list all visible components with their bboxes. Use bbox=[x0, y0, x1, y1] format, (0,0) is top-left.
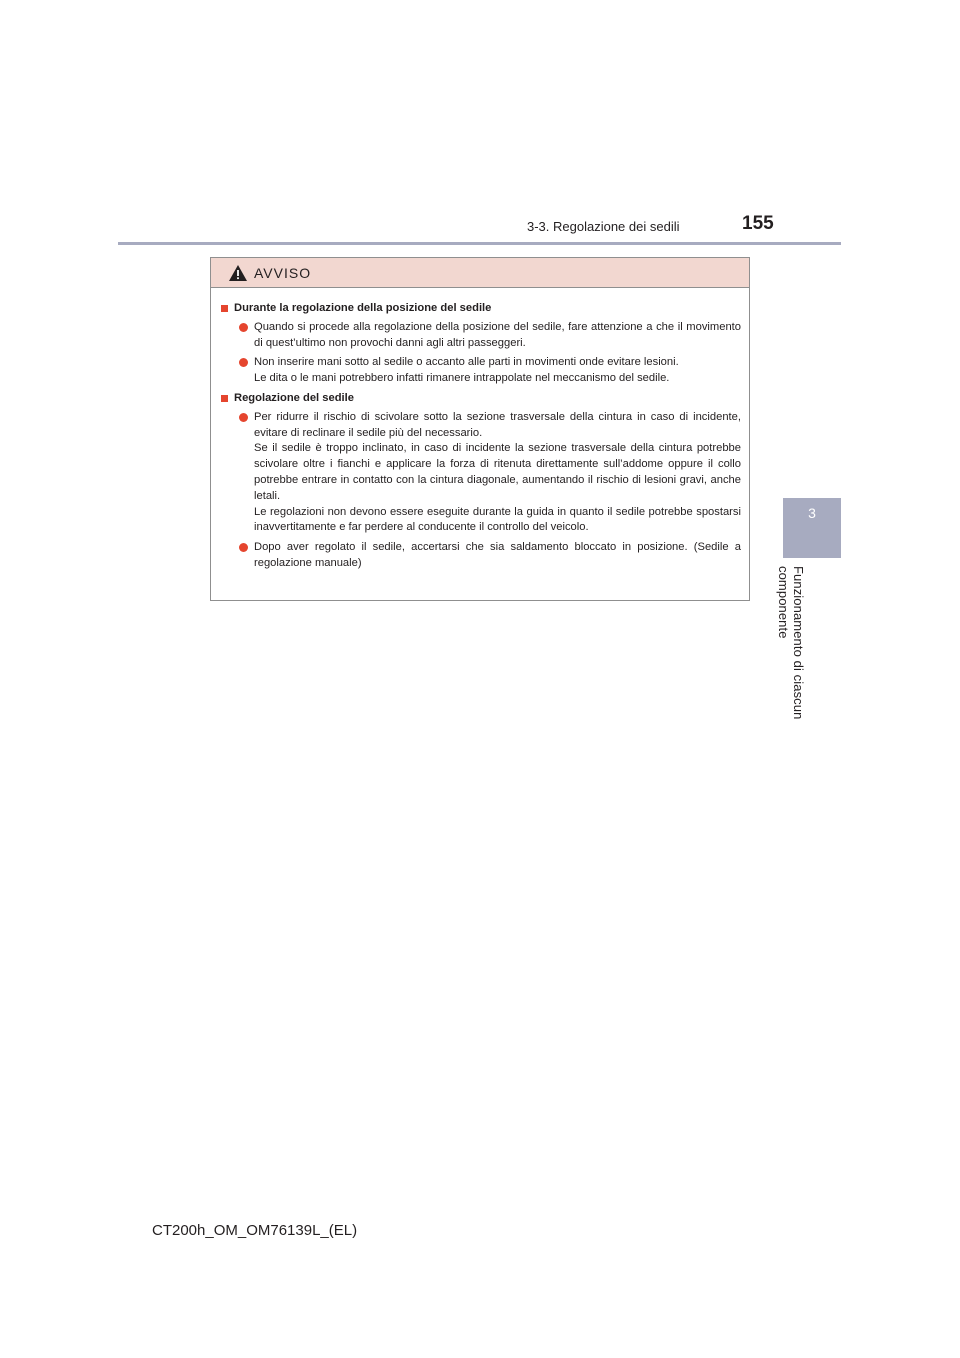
bullet-item: Quando si procede alla regolazione della posizione del sedile, fare attenzione a che il movimento di quest’ultimo non provochi danni agli altri passeggeri. bbox=[239, 320, 741, 352]
chapter-title: Funzionamento di ciascun componente bbox=[776, 566, 806, 720]
bullet-item: Per ridurre il rischio di scivolare sotto la sezione trasversale della cintura in caso di incidente, evitare di reclinare il sedile più del necessario. Se il sedile è troppo inclinato, in caso di incidente la sezione trasversale della cintura potrebbe scivolare oltre i fianchi e applicare la forza di ritenuta direttamente sull’addome oppure il collo potrebbe entrare in contatto con la cintura diagonale, aumentando il rischio di lesioni gravi, anche letali. Le regolazioni non devono essere eseguite durante la guida in quanto il sedile potrebbe spostarsi inavvertitamente e far perdere al conducente il controllo del veicolo. bbox=[239, 410, 741, 536]
square-bullet-icon bbox=[221, 305, 228, 312]
square-bullet-icon bbox=[221, 395, 228, 402]
round-bullet-icon bbox=[239, 413, 248, 422]
chapter-number: 3 bbox=[808, 505, 816, 521]
bullet-item: Non inserire mani sotto al sedile o accanto alle parti in movimenti onde evitare lesioni. Le dita o le mani potrebbero infatti rimanere intrappolate nel meccanismo del sedile. bbox=[239, 355, 741, 387]
warning-box bbox=[210, 257, 750, 601]
header-divider bbox=[118, 242, 841, 245]
warning-body bbox=[211, 288, 749, 572]
running-header-section: 3-3. Regolazione dei sedili bbox=[527, 219, 680, 234]
chapter-tab bbox=[783, 498, 841, 558]
section-heading: Durante la regolazione della posizione del sedile bbox=[221, 301, 741, 317]
warning-header bbox=[211, 258, 749, 288]
warning-title: AVVISO bbox=[254, 264, 312, 281]
round-bullet-icon bbox=[239, 323, 248, 332]
warning-triangle-icon bbox=[228, 264, 248, 282]
round-bullet-icon bbox=[239, 358, 248, 367]
warning-section bbox=[221, 301, 741, 387]
section-heading: Regolazione del sedile bbox=[221, 391, 741, 407]
round-bullet-icon bbox=[239, 543, 248, 552]
document-code: CT200h_OM_OM76139L_(EL) bbox=[152, 1222, 358, 1239]
page-number: 155 bbox=[742, 213, 774, 234]
bullet-item: Dopo aver regolato il sedile, accertarsi che sia saldamento bloccato in posizione. (Sedile a regolazione manuale) bbox=[239, 540, 741, 572]
warning-section bbox=[221, 391, 741, 572]
